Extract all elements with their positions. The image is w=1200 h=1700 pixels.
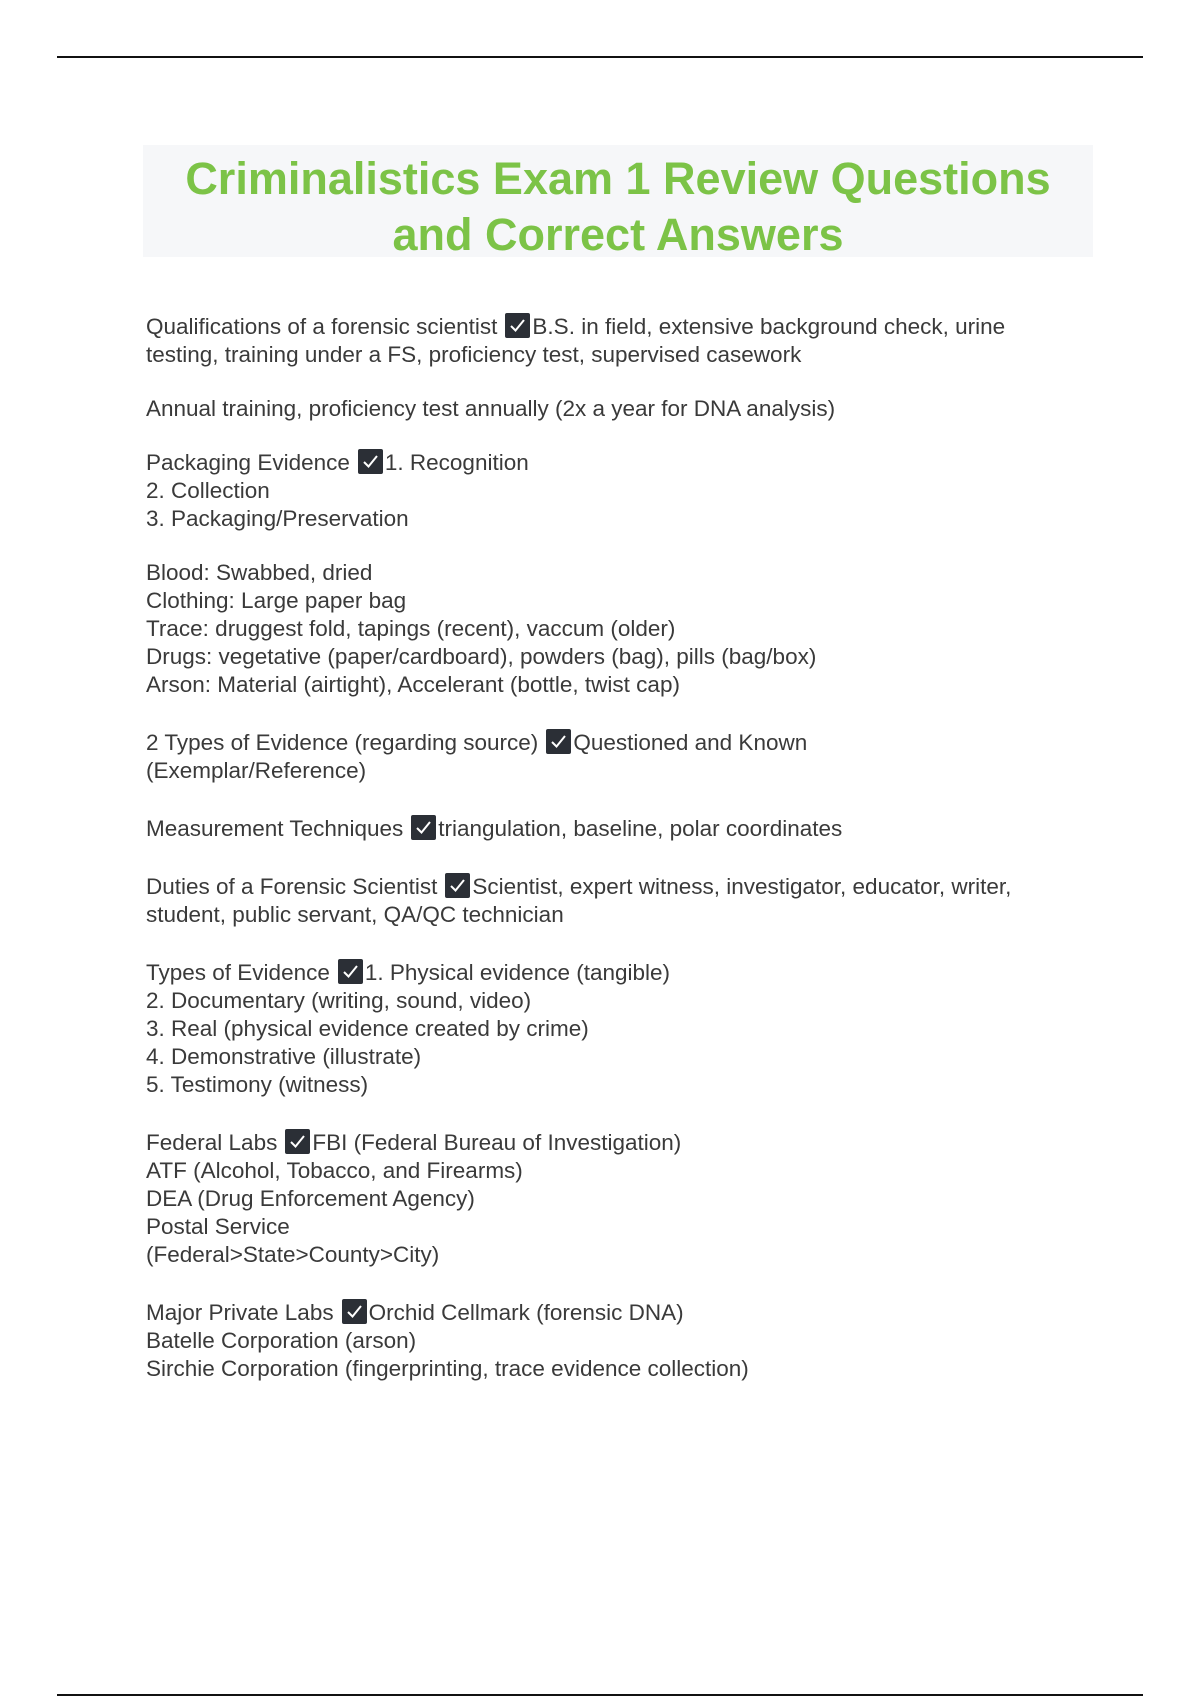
note-item — [146, 395, 1096, 423]
answer-line: 2. Documentary (writing, sound, video) — [146, 988, 532, 1013]
answer-line: Batelle Corporation (arson) — [146, 1328, 417, 1353]
document-title: Criminalistics Exam 1 Review Questions and Correct Answers — [185, 153, 1051, 260]
answer-text: FBI (Federal Bureau of Investigation) — [312, 1130, 682, 1155]
qa-item — [146, 1129, 1096, 1269]
answer-line: 5. Testimony (witness) — [146, 1072, 369, 1097]
qa-item — [146, 449, 1096, 533]
answer-text: Scientist, expert witness, investigator, educator, writer, — [472, 874, 1012, 899]
answer-text: Orchid Cellmark (forensic DNA) — [368, 1300, 684, 1325]
qa-item — [146, 313, 1096, 369]
checkmark-icon — [358, 449, 383, 474]
answer-text: triangulation, baseline, polar coordinates — [438, 816, 843, 841]
checkmark-icon — [546, 729, 571, 754]
note-text: Annual training, proficiency test annually (2x a year for DNA analysis) — [146, 396, 836, 421]
note-line: Trace: druggest fold, tapings (recent), vaccum (older) — [146, 616, 676, 641]
qa-item — [146, 873, 1096, 929]
answer-text: 1. Recognition — [384, 450, 529, 475]
question-term: Types of Evidence — [146, 960, 330, 985]
checkmark-icon — [285, 1129, 310, 1154]
title-banner — [143, 145, 1093, 260]
question-term: Qualifications of a forensic scientist — [146, 314, 498, 339]
question-term: 2 Types of Evidence (regarding source) — [146, 730, 539, 755]
note-line: Clothing: Large paper bag — [146, 588, 407, 613]
checkmark-icon — [342, 1299, 367, 1324]
checkmark-icon — [338, 959, 363, 984]
answer-line: Sirchie Corporation (fingerprinting, trace evidence collection) — [146, 1356, 749, 1381]
answer-line: 3. Packaging/Preservation — [146, 506, 409, 531]
qa-item — [146, 815, 1096, 843]
answer-line: Postal Service — [146, 1214, 290, 1239]
answer-line: 2. Collection — [146, 478, 270, 503]
answer-line: 3. Real (physical evidence created by crime) — [146, 1016, 589, 1041]
qa-item — [146, 959, 1096, 1099]
answer-text: B.S. in field, extensive background check, urine — [532, 314, 1006, 339]
qa-item — [146, 729, 1096, 785]
note-line: Drugs: vegetative (paper/cardboard), powders (bag), pills (bag/box) — [146, 644, 817, 669]
question-term: Duties of a Forensic Scientist — [146, 874, 438, 899]
answer-line: 4. Demonstrative (illustrate) — [146, 1044, 422, 1069]
note-line: Arson: Material (airtight), Accelerant (bottle, twist cap) — [146, 672, 680, 697]
answer-line: testing, training under a FS, proficiency test, supervised casework — [146, 342, 802, 367]
answer-line: (Exemplar/Reference) — [146, 758, 367, 783]
answer-line: ATF (Alcohol, Tobacco, and Firearms) — [146, 1158, 523, 1183]
answer-line: (Federal>State>County>City) — [146, 1242, 440, 1267]
bottom-rule — [57, 1694, 1143, 1696]
answer-text: Questioned and Known — [573, 730, 808, 755]
checkmark-icon — [505, 313, 530, 338]
question-term: Federal Labs — [146, 1130, 278, 1155]
answer-text: 1. Physical evidence (tangible) — [364, 960, 671, 985]
top-rule — [57, 56, 1143, 58]
question-term: Major Private Labs — [146, 1300, 334, 1325]
checkmark-icon — [445, 873, 470, 898]
note-item — [146, 559, 1096, 699]
answer-line: student, public servant, QA/QC technician — [146, 902, 564, 927]
question-term: Measurement Techniques — [146, 816, 404, 841]
qa-item — [146, 1299, 1096, 1383]
question-term: Packaging Evidence — [146, 450, 350, 475]
checkmark-icon — [411, 815, 436, 840]
answer-line: DEA (Drug Enforcement Agency) — [146, 1186, 475, 1211]
note-line: Blood: Swabbed, dried — [146, 560, 373, 585]
document-body — [146, 313, 1096, 1383]
